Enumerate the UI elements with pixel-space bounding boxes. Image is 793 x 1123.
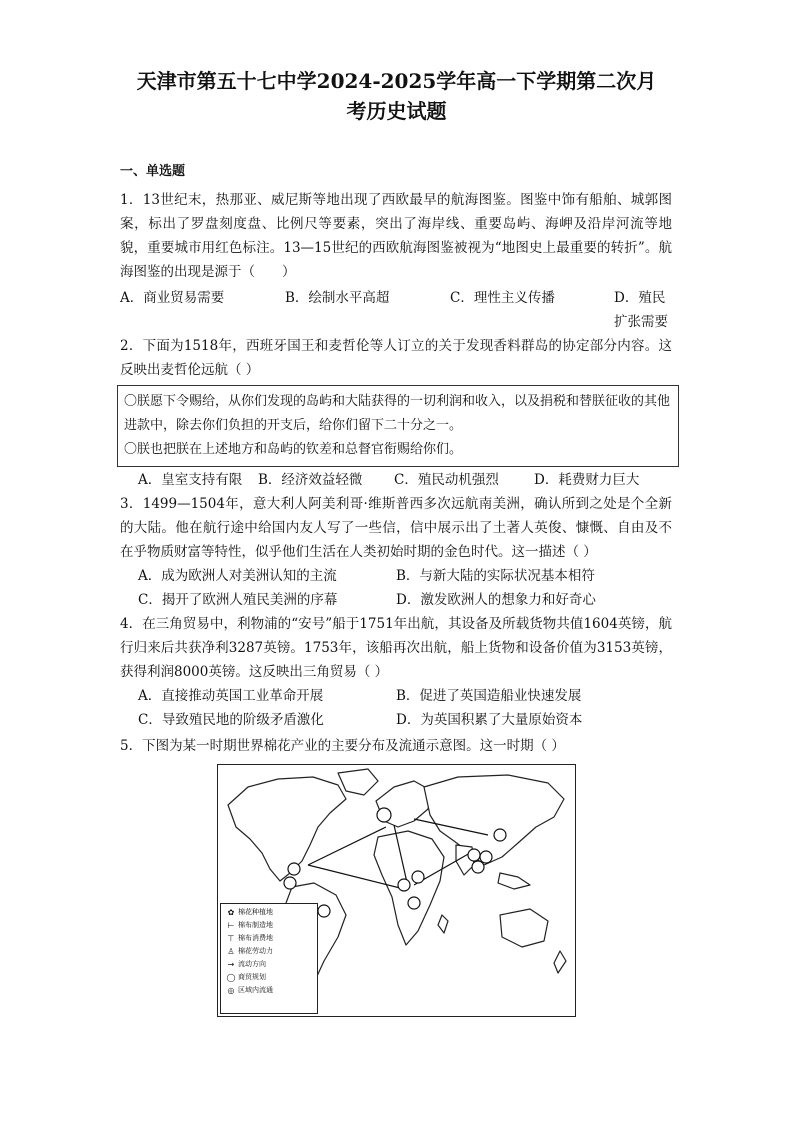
q2-source-box bbox=[117, 385, 679, 467]
australia-shape bbox=[500, 909, 548, 947]
cotton-icon-asia-4 bbox=[472, 861, 484, 873]
q4-options bbox=[138, 684, 678, 732]
legend-label: 区域内流通 bbox=[238, 986, 273, 994]
q1-options bbox=[120, 286, 680, 334]
legend-row-loom bbox=[224, 919, 314, 932]
legend-row-cotton-plant bbox=[224, 906, 314, 919]
q3-stem: 3．1499—1504年，意大利人阿美利哥·维斯普西多次远航南美洲，确认所到之处是个全新的大陆。他在航行途中给国内友人写了一些信，信中展示出了土著人英俊、慷慨、自由及不在乎物质财富等特性，似乎他们生活在人类初始时期的金色时代。这一描述（ ） bbox=[120, 496, 672, 560]
q2-option-b[interactable]: B．经济效益轻微 bbox=[258, 472, 363, 488]
oval-icon: ◯ bbox=[226, 973, 236, 982]
q1-stem: 1．13世纪末，热那亚、威尼斯等地出现了西欧最早的航海图鉴。图鉴中饰有船舶、城郭图案，标出了罗盘刻度盘、比例尺等要素，突出了海岸线、重要岛屿、海岬及沿岸河流等地貌，重要城市用红色标注。13—15世纪的西欧航海图鉴被视为“地图史上最重要的转折”。航海图鉴的出现是源于（ ） bbox=[120, 192, 672, 280]
cotton-icon-south-america bbox=[318, 905, 330, 917]
legend-row-shirt bbox=[224, 932, 314, 945]
q3-option-b[interactable]: B．与新大陆的实际状况基本相符 bbox=[396, 568, 595, 584]
exam-title-line1: 天津市第五十七中学2024-2025学年高一下学期第二次月 bbox=[136, 69, 657, 93]
q1-option-b[interactable]: B．绘制水平高超 bbox=[285, 290, 390, 306]
q4-option-a[interactable]: A．直接推动英国工业革命开展 bbox=[138, 688, 324, 704]
asia-shape bbox=[424, 775, 564, 865]
q2-options bbox=[138, 468, 678, 492]
q1-option-c[interactable]: C．理性主义传播 bbox=[450, 290, 555, 306]
worker-icon: ♙ bbox=[227, 947, 235, 956]
cotton-icon-central-africa bbox=[408, 897, 420, 909]
q1-option-d[interactable]: D．殖民扩张需要 bbox=[614, 290, 668, 330]
q4-option-c[interactable]: C．导致殖民地的阶级矛盾激化 bbox=[138, 712, 324, 728]
cotton-icon-america-2 bbox=[284, 877, 296, 889]
cotton-icon-asia-2 bbox=[468, 849, 480, 861]
legend-label: 棉花劳动力 bbox=[238, 947, 273, 955]
cotton-icon-west-africa bbox=[398, 879, 410, 891]
exam-title-line2: 考历史试题 bbox=[346, 99, 447, 123]
circle-icon: ◎ bbox=[227, 986, 235, 995]
q5-stem: 5．下图为某一时期世界棉花产业的主要分布及流通示意图。这一时期（ ） bbox=[120, 738, 565, 754]
q2-option-c[interactable]: C．殖民动机强烈 bbox=[394, 472, 499, 488]
cotton-icon-africa bbox=[412, 871, 424, 883]
q2-stem: 2．下面为1518年，西班牙国王和麦哲伦等人订立的关于发现香料群岛的协定部分内容。这反映出麦哲伦远航（ ） bbox=[120, 338, 672, 378]
new-zealand-shape bbox=[554, 951, 566, 973]
legend-label: 棉花种植地 bbox=[238, 908, 273, 916]
q4-option-b[interactable]: B．促进了英国造船业快速发展 bbox=[396, 688, 582, 704]
q1-option-a[interactable]: A．商业贸易需要 bbox=[120, 290, 225, 306]
cotton-icon-asia-3 bbox=[480, 851, 492, 863]
arrow-icon: → bbox=[227, 960, 235, 969]
map-legend bbox=[220, 903, 318, 1014]
legend-label: 流动方向 bbox=[238, 960, 266, 968]
legend-label: 商贸规划 bbox=[238, 973, 266, 981]
legend-label: 棉布消费地 bbox=[238, 934, 273, 942]
legend-row-worker bbox=[224, 945, 314, 958]
q3-option-d[interactable]: D．激发欧洲人的想象力和好奇心 bbox=[396, 592, 596, 608]
q4-stem: 4．在三角贸易中，利物浦的“安号”船于1751年出航，其设备及所载货物共值1604英镑，航行归来后共获净利3287英镑。1753年，该船再次出航，船上货物和设备价值为3153英镑，获得利润8000英镑。这反映出三角贸易（ ） bbox=[120, 616, 672, 680]
cotton-icon-asia-1 bbox=[494, 829, 506, 841]
cotton-icon-america-1 bbox=[288, 863, 300, 875]
q4-option-d[interactable]: D．为英国积累了大量原始资本 bbox=[396, 712, 583, 728]
legend-row-circle bbox=[224, 984, 314, 997]
southeast-asia-islands-shape bbox=[498, 873, 530, 889]
legend-row-oval bbox=[224, 971, 314, 984]
exam-title bbox=[100, 66, 693, 126]
cotton-icon-europe bbox=[377, 808, 391, 822]
q3-options bbox=[138, 564, 678, 612]
q2-option-d[interactable]: D．耗费财力巨大 bbox=[534, 472, 640, 488]
legend-row-arrow bbox=[224, 958, 314, 971]
q3-option-a[interactable]: A．成为欧洲人对美洲认知的主流 bbox=[138, 568, 337, 584]
greenland-shape bbox=[338, 769, 378, 795]
q2-source-line1: 〇朕愿下令赐给，从你们发现的岛屿和大陆获得的一切利润和收入，以及捐税和替朕征收的其他进款中，除去你们负担的开支后，给你们留下二十分之一。 bbox=[124, 394, 671, 433]
section-heading: 一、单选题 bbox=[120, 164, 186, 179]
legend-label: 棉布制造地 bbox=[238, 921, 273, 929]
flow-arrow-europe-america bbox=[308, 827, 386, 865]
north-america-shape bbox=[228, 777, 346, 881]
q3-option-c[interactable]: C．揭开了欧洲人殖民美洲的序幕 bbox=[138, 592, 338, 608]
q2-source-line2: 〇朕也把朕在上述地方和岛屿的钦差和总督官衔赐给你们。 bbox=[124, 442, 463, 457]
madagascar-shape bbox=[438, 915, 448, 933]
shirt-icon: ⊤ bbox=[227, 934, 235, 943]
loom-icon: ⊢ bbox=[227, 921, 235, 930]
q2-option-a[interactable]: A．皇室支持有限 bbox=[138, 472, 243, 488]
cotton-plant-icon: ✿ bbox=[227, 908, 235, 917]
